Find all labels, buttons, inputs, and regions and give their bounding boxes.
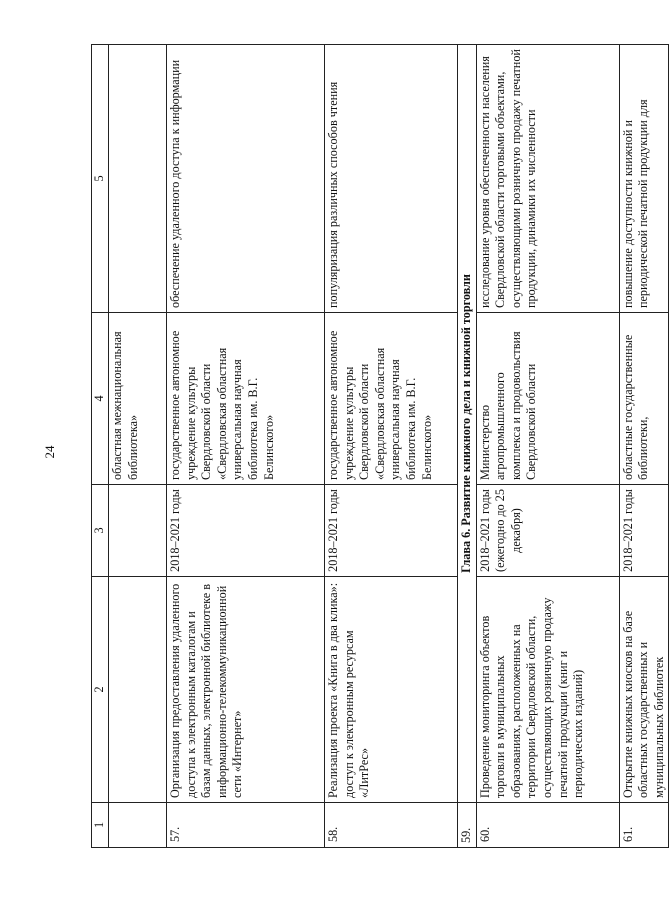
row-period: 2018–2021 годы	[167, 485, 325, 577]
row-period	[109, 485, 167, 577]
row-executor: областные государственные библиотеки,	[619, 313, 669, 485]
chapter-number: 59.	[458, 803, 477, 848]
row-period: 2018–2021 годы	[619, 485, 669, 577]
column-header: 2	[92, 577, 109, 803]
table-row	[109, 45, 167, 848]
chapter-row	[458, 45, 477, 848]
column-header: 1	[92, 803, 109, 848]
row-activity: Открытие книжных киосков на базе областных государственных и муниципальных библиотек	[619, 577, 669, 803]
row-activity: Проведение мониторинга объектов торговли в муниципальных образованиях, расположенных на территории Свердловской области, осуществляющих розничную продажу печатной продукции (книг и периодических изданий)	[476, 577, 619, 803]
page-number: 24	[42, 445, 57, 459]
table-row	[476, 45, 619, 848]
row-number: 60.	[476, 803, 619, 848]
row-executor: государственное автономное учреждение культуры Свердловской области «Свердловская областная универсальная научная библиотека им. В.Г. Белинского»	[167, 313, 325, 485]
row-number	[109, 803, 167, 848]
row-executor: Министерство агропромышленного комплекса и продовольствия Свердловской области	[476, 313, 619, 485]
row-number: 57.	[167, 803, 325, 848]
row-result: исследование уровня обеспеченности населения Свердловской области торговыми объектами, осуществляющими розничную продажу печатной продукции, динамики их численности	[476, 45, 619, 313]
row-result: обеспечение удаленного доступа к информации	[167, 45, 325, 313]
row-number: 61.	[619, 803, 669, 848]
table-row	[325, 45, 458, 848]
row-activity: Реализация проекта «Книга в два клика»: доступ к электронным ресурсам «ЛитРес»	[325, 577, 458, 803]
row-executor: областная межнациональная библиотека»	[109, 313, 167, 485]
column-header: 5	[92, 45, 109, 313]
row-result	[109, 45, 167, 313]
row-result: популяризация различных способов чтения	[325, 45, 458, 313]
row-activity: Организация предоставления удаленного доступа к электронным каталогам и базам данных, электронной библиотеке в информационно-телекоммуникационной сети «Интернет»	[167, 577, 325, 803]
row-period: 2018–2021 годы	[325, 485, 458, 577]
row-result: повышение доступности книжной и периодической печатной продукции для	[619, 45, 669, 313]
row-executor: государственное автономное учреждение культуры Свердловской области «Свердловская областная универсальная научная библиотека им. В.Г. Белинского»	[325, 313, 458, 485]
rotated-page-content	[91, 45, 666, 848]
row-activity	[109, 577, 167, 803]
table-row	[167, 45, 325, 848]
column-header: 4	[92, 313, 109, 485]
chapter-title: Глава 6. Развитие книжного дела и книжной торговли	[458, 45, 477, 803]
table-row	[619, 45, 669, 848]
column-header: 3	[92, 485, 109, 577]
row-number: 58.	[325, 803, 458, 848]
row-period: 2018–2021 годы (ежегодно до 25 декабря)	[476, 485, 619, 577]
column-number-row	[92, 45, 109, 848]
plan-table	[91, 44, 669, 848]
